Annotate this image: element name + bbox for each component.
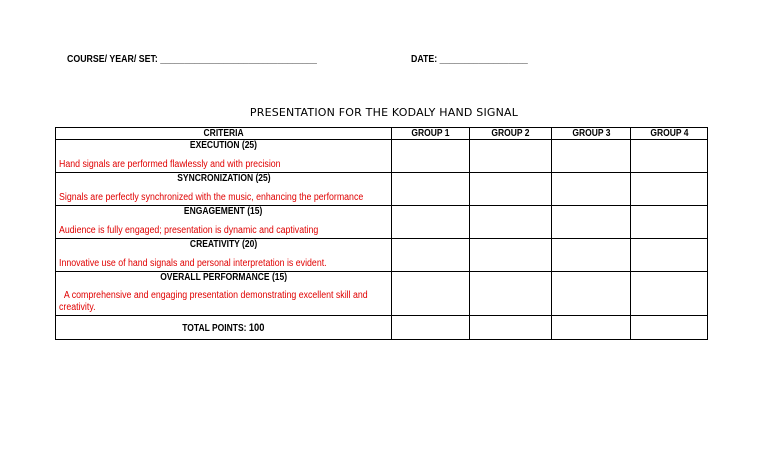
- document-title: PRESENTATION FOR THE KODALY HAND SIGNAL: [249, 106, 519, 119]
- score-cell-group-3[interactable]: [552, 272, 631, 316]
- score-cell-group-2[interactable]: [470, 239, 552, 272]
- score-cell-group-4[interactable]: [631, 173, 708, 206]
- score-cell-group-1[interactable]: [392, 239, 470, 272]
- criteria-name: ENGAGEMENT (15): [184, 206, 263, 217]
- score-cell-group-1[interactable]: [392, 140, 470, 173]
- criteria-name: SYNCRONIZATION (25): [176, 173, 271, 184]
- criteria-cell: [56, 239, 392, 272]
- total-points-row: [56, 316, 708, 340]
- score-cell-group-4[interactable]: [631, 206, 708, 239]
- criteria-description: Innovative use of hand signals and personal interpretation is evident.: [59, 258, 327, 269]
- criteria-header: CRITERIA: [56, 128, 392, 140]
- table-header-row: [56, 128, 708, 140]
- criteria-name: OVERALL PERFORMANCE (15): [160, 272, 287, 283]
- group-2-header: GROUP 2: [470, 128, 552, 140]
- score-cell-group-2[interactable]: [470, 206, 552, 239]
- total-cell-group-2[interactable]: [470, 316, 552, 340]
- group-3-header: GROUP 3: [552, 128, 631, 140]
- score-cell-group-3[interactable]: [552, 206, 631, 239]
- criteria-name: EXECUTION (25): [189, 140, 258, 151]
- score-cell-group-2[interactable]: [470, 272, 552, 316]
- score-cell-group-4[interactable]: [631, 272, 708, 316]
- rubric-table: [55, 127, 708, 340]
- group-1-header: GROUP 1: [392, 128, 470, 140]
- score-cell-group-2[interactable]: [470, 173, 552, 206]
- total-cell-group-1[interactable]: [392, 316, 470, 340]
- score-cell-group-3[interactable]: [552, 173, 631, 206]
- criteria-description: Audience is fully engaged; presentation is dynamic and captivating: [59, 225, 319, 236]
- criteria-cell: [56, 206, 392, 239]
- criteria-row-synchronization: [56, 173, 708, 206]
- criteria-row-execution: [56, 140, 708, 173]
- score-cell-group-3[interactable]: [552, 140, 631, 173]
- criteria-row-engagement: [56, 206, 708, 239]
- score-cell-group-3[interactable]: [552, 239, 631, 272]
- criteria-row-creativity: [56, 239, 708, 272]
- total-cell-group-3[interactable]: [552, 316, 631, 340]
- criteria-row-overall-performance: [56, 272, 708, 316]
- criteria-cell: [56, 140, 392, 173]
- score-cell-group-2[interactable]: [470, 140, 552, 173]
- criteria-description: Signals are perfectly synchronized with the music, enhancing the performance: [59, 192, 364, 203]
- group-4-header: GROUP 4: [631, 128, 708, 140]
- score-cell-group-1[interactable]: [392, 272, 470, 316]
- total-points-label: TOTAL POINTS:: [182, 322, 249, 334]
- criteria-cell: [56, 173, 392, 206]
- date-field: DATE: __________________: [411, 54, 528, 65]
- criteria-cell: [56, 272, 392, 316]
- score-cell-group-4[interactable]: [631, 239, 708, 272]
- total-points-cell: [56, 316, 392, 340]
- total-cell-group-4[interactable]: [631, 316, 708, 340]
- score-cell-group-1[interactable]: [392, 173, 470, 206]
- score-cell-group-4[interactable]: [631, 140, 708, 173]
- course-year-set-field: COURSE/ YEAR/ SET: ________________________________: [67, 54, 317, 65]
- total-points-value: 100: [248, 321, 265, 334]
- criteria-name: CREATIVITY (20): [189, 239, 258, 250]
- criteria-description: A comprehensive and engaging presentation demonstrating excellent skill and creativity.: [59, 290, 371, 313]
- criteria-description: Hand signals are performed flawlessly and with precision: [59, 159, 281, 170]
- score-cell-group-1[interactable]: [392, 206, 470, 239]
